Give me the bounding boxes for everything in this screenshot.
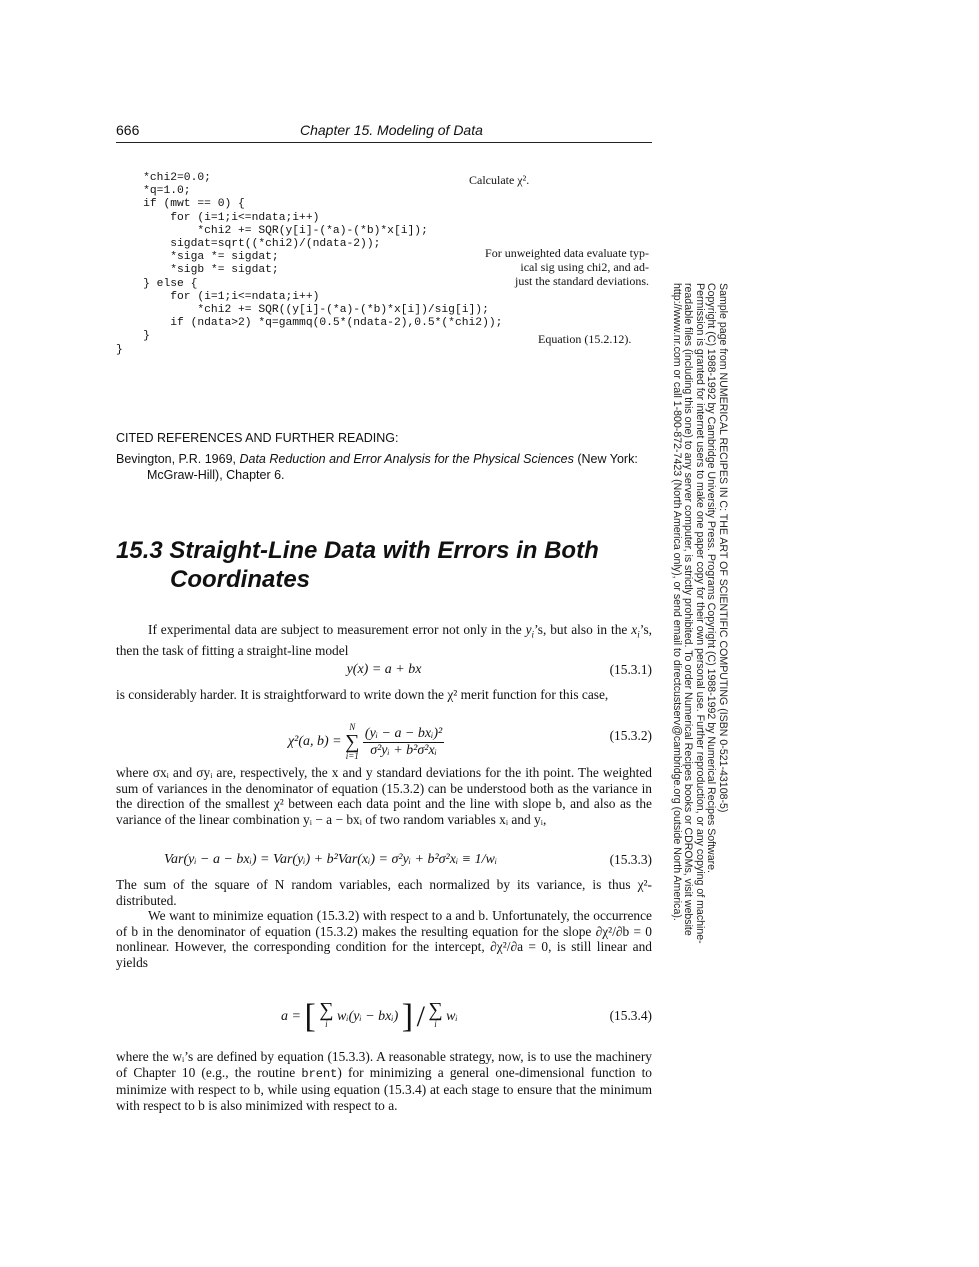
code-line: if (ndata>2) *q=gammq(0.5*(ndata-2),0.5*(*chi2));: [116, 317, 503, 330]
code-line: *chi2 += SQR(y[i]-(*a)-(*b)*x[i]);: [116, 224, 428, 237]
code-line: sigdat=sqrt((*chi2)/(ndata-2));: [116, 238, 381, 251]
code-comment-chi2: Calculate χ².: [469, 173, 530, 187]
code-line: }: [116, 330, 150, 343]
code-comment-equation: Equation (15.2.12).: [538, 332, 632, 346]
page-header: [116, 122, 652, 143]
code-line: *siga *= sigdat;: [116, 251, 279, 264]
sidebar-line: Sample page from NUMERICAL RECIPES IN C: THE ART OF SCIENTIFIC COMPUTING (ISBN 0-521-43108-5): [717, 283, 729, 813]
paragraph-variance: where σxᵢ and σyᵢ are, respectively, the x and y standard deviations for the ith point. The weighted sum of variances in the denominator of equation (15.3.2) can be understood both as the variance in the direction of the smallest χ² between each data point and the line with slope b, and also as the variance of the linear combination yᵢ − a − bxᵢ of two random variables xᵢ and yᵢ,: [116, 765, 652, 827]
reference-entry: Bevington, P.R. 1969, Data Reduction and Error Analysis for the Physical Sciences (New York: McGraw-Hill), Chapter 6.: [116, 452, 638, 482]
paragraph-minimize: We want to minimize equation (15.3.2) with respect to a and b. Unfortunately, the occurrence of b in the denominator of equation (15.3.2) makes the resulting equation for the slope ∂χ²/∂b = 0 nonlinear. However, the corresponding condition for the intercept, ∂χ²/∂a = 0, is still linear and yields: [116, 908, 652, 970]
page-number: 666: [116, 122, 140, 138]
section-title: 15.3 Straight-Line Data with Errors in Both Coordinates: [116, 537, 599, 593]
paragraph-intro: If experimental data are subject to measurement error not only in the $y_i’s$, but also in the $x_i’s$, then the task of fitting a straight-line model: [116, 622, 652, 659]
sidebar-line: Copyright (C) 1988-1992 by Cambridge University Press. Programs Copyright (C) 1988-1992 by Numerical Recipes Software.: [705, 283, 718, 873]
paragraph-strategy: where the wᵢ’s are defined by equation (15.3.3). A reasonable strategy, now, is to use the machinery of Chapter 10 (e.g., the routine brent) for minimizing a general one-dimensional function to minimize with respect to b, while using equation (15.3.4) at each stage to ensure that the minimum with respect to b is also minimized with respect to a.: [116, 1049, 653, 1113]
equation-15-3-2: χ²(a, b) = N ∑ i=1 $\frac{\text{(yᵢ − a − bxᵢ)²}}{\text{σ²yᵢ + b²σ²xᵢ}}$ (15.3.2): [288, 722, 652, 761]
paragraph-chi2-distributed: The sum of the square of N random variables, each normalized by its variance, is thus χ²-distributed.: [116, 877, 653, 908]
copyright-sidebar: [670, 283, 729, 963]
paragraph-merit: is considerably harder. It is straightforward to write down the χ² merit function for this case,: [116, 687, 609, 702]
code-line: *chi2 += SQR((y[i]-(*a)-(*b)*x[i])/sig[i]);: [116, 304, 489, 317]
sidebar-line: readable files (including this one) to any server computer, is strictly prohibited. To order Numerical Recipes books or CDROMs, visit website: [682, 283, 695, 936]
code-listing: [116, 172, 502, 357]
code-line: } else {: [116, 277, 198, 290]
chapter-title: Chapter 15. Modeling of Data: [300, 122, 483, 138]
code-line: for (i=1;i<=ndata;i++): [116, 211, 320, 224]
sidebar-line: Permission is granted for internet users to make one paper copy for their own personal use. Further reproduction, or any copying of machine-: [693, 283, 706, 944]
code-line: *sigb *= sigdat;: [116, 264, 279, 277]
code-comment-unweighted: For unweighted data evaluate typ- ical sig using chi2, and ad- just the standard deviations.: [485, 246, 649, 288]
code-line: for (i=1;i<=ndata;i++): [116, 290, 320, 303]
code-line: }: [116, 343, 123, 356]
equation-15-3-4: a = [ ∑ i wᵢ(yᵢ − bxᵢ) ] / ∑ i wᵢ (15.3.4): [281, 998, 652, 1035]
code-line: if (mwt == 0) {: [116, 198, 245, 211]
sidebar-line: http://www.nr.com or call 1-800-872-7423 (North America only), or send email to directcustserv@cambridge.org (outside North America).: [670, 283, 683, 921]
code-line: *chi2=0.0;: [116, 172, 211, 184]
code-line: *q=1.0;: [116, 185, 191, 198]
references-heading: CITED REFERENCES AND FURTHER READING:: [116, 431, 399, 445]
equation-15-3-1: y(x) = a + bx (15.3.1): [346, 662, 652, 677]
